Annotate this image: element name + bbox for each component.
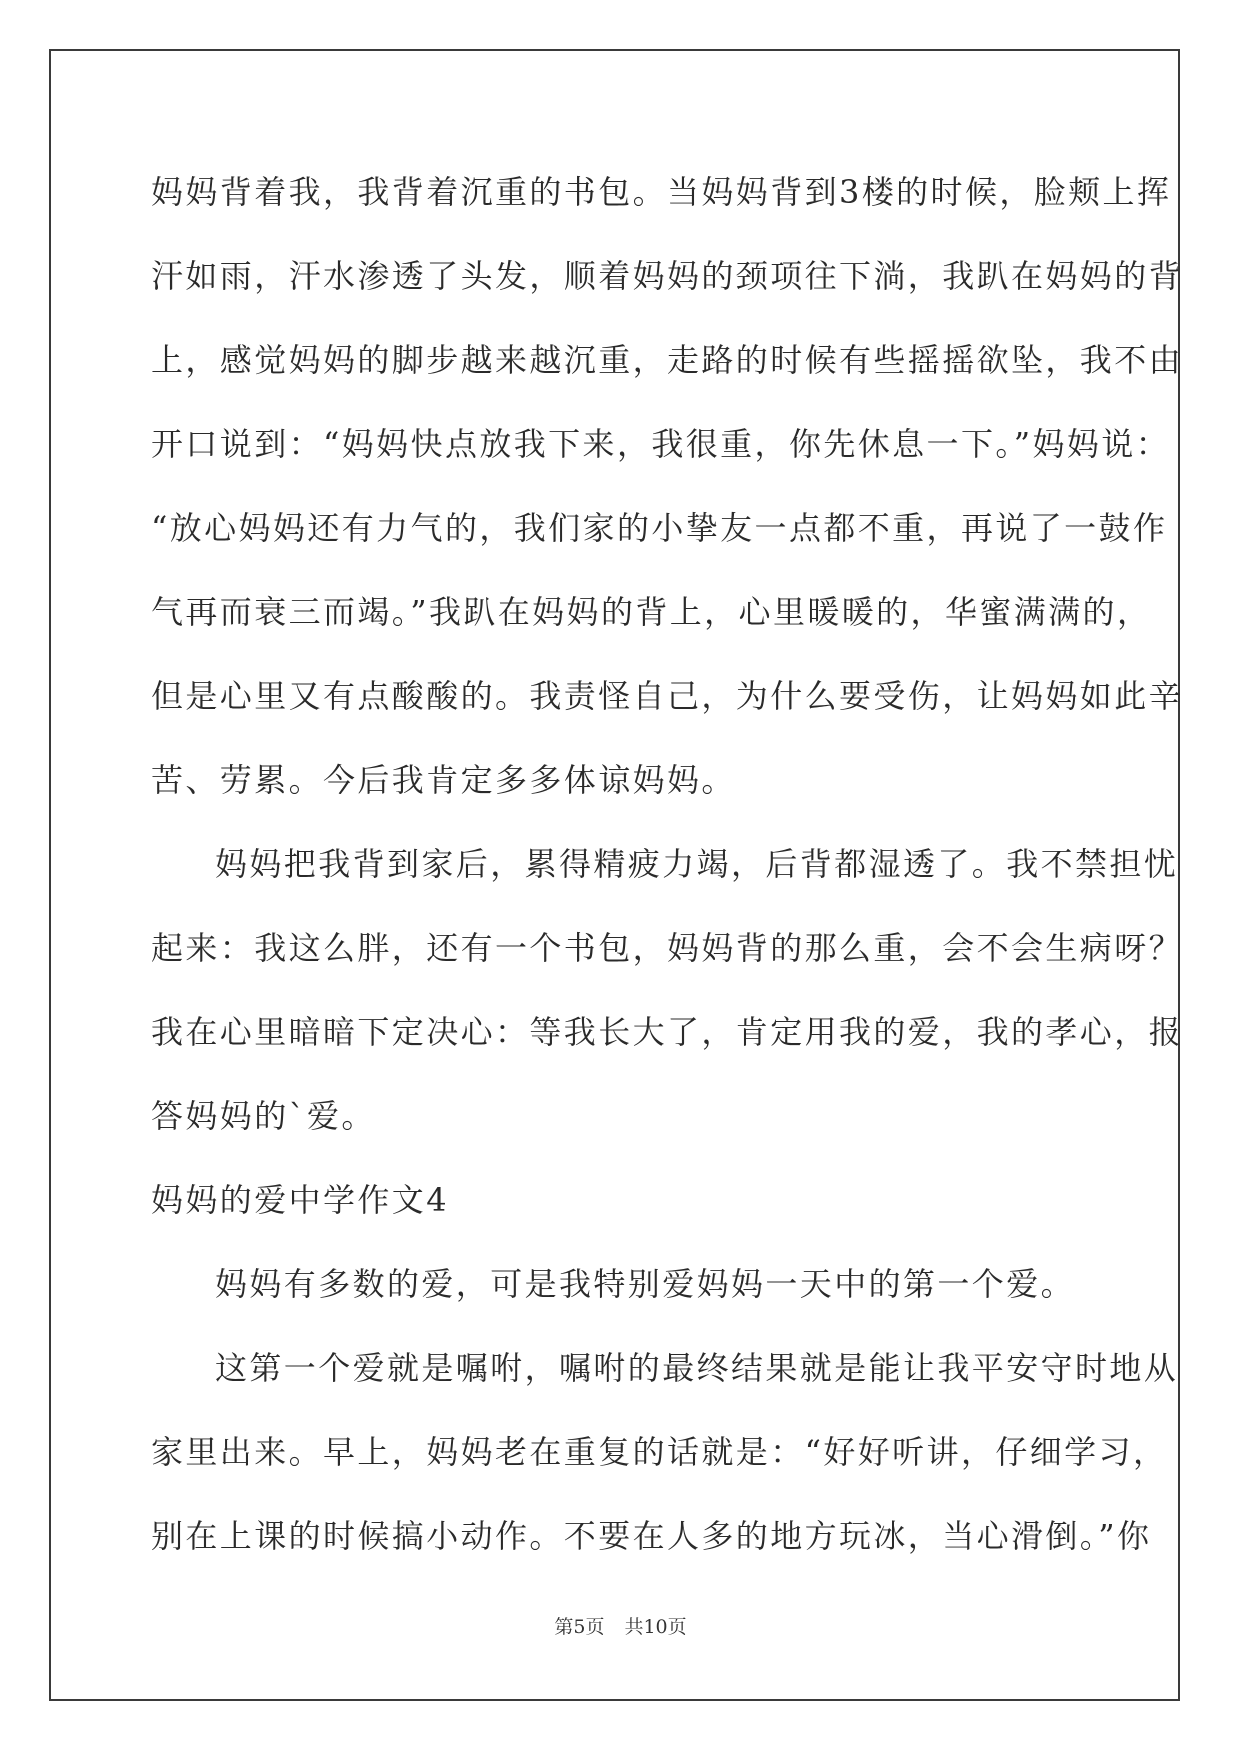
text-line: 但是心里又有点酸酸的。我责怪自己，为什么要受伤，让妈妈如此辛 (151, 677, 1184, 715)
text-line: 答妈妈的`爱。 (151, 1097, 376, 1135)
current-page-label: 第5页 (554, 1616, 605, 1638)
document-body (151, 150, 1184, 1578)
text-line: 别在上课的时候搞小动作。不要在人多的地方玩冰，当心滑倒。”你 (151, 1517, 1152, 1555)
text-line: 汗如雨，汗水渗透了头发，顺着妈妈的颈项往下淌，我趴在妈妈的背 (151, 257, 1184, 295)
text-line: “放心妈妈还有力气的，我们家的小挚友一点都不重，再说了一鼓作 (151, 509, 1168, 547)
text-line: 开口说到：“妈妈快点放我下来，我很重，你先休息一下。”妈妈说： (151, 425, 1171, 463)
section-heading: 妈妈的爱中学作文4 (151, 1181, 449, 1219)
text-line: 家里出来。早上，妈妈老在重复的话就是：“好好听讲，仔细学习， (151, 1433, 1168, 1471)
page-footer (0, 1612, 1241, 1639)
text-line: 苦、劳累。今后我肯定多多体谅妈妈。 (151, 761, 736, 799)
paragraph-start-line: 这第一个爱就是嘱咐，嘱咐的最终结果就是能让我平安守时地从 (215, 1349, 1179, 1387)
text-line: 上，感觉妈妈的脚步越来越沉重，走路的时候有些摇摇欲坠，我不由 (151, 341, 1184, 379)
text-line: 起来：我这么胖，还有一个书包，妈妈背的那么重，会不会生病呀？ (151, 929, 1184, 967)
text-line: 气再而衰三而竭。”我趴在妈妈的背上，心里暖暖的，华蜜满满的， (151, 593, 1152, 631)
text-line: 我在心里暗暗下定决心：等我长大了，肯定用我的爱，我的孝心，报 (151, 1013, 1184, 1051)
paragraph-start-line: 妈妈有多数的爱，可是我特别爱妈妈一天中的第一个爱。 (215, 1265, 1076, 1303)
total-pages-label: 共10页 (624, 1616, 687, 1638)
paragraph-start-line: 妈妈把我背到家后，累得精疲力竭，后背都湿透了。我不禁担忧 (215, 845, 1179, 883)
text-line: 妈妈背着我，我背着沉重的书包。当妈妈背到3楼的时候，脸颊上挥 (151, 173, 1172, 211)
